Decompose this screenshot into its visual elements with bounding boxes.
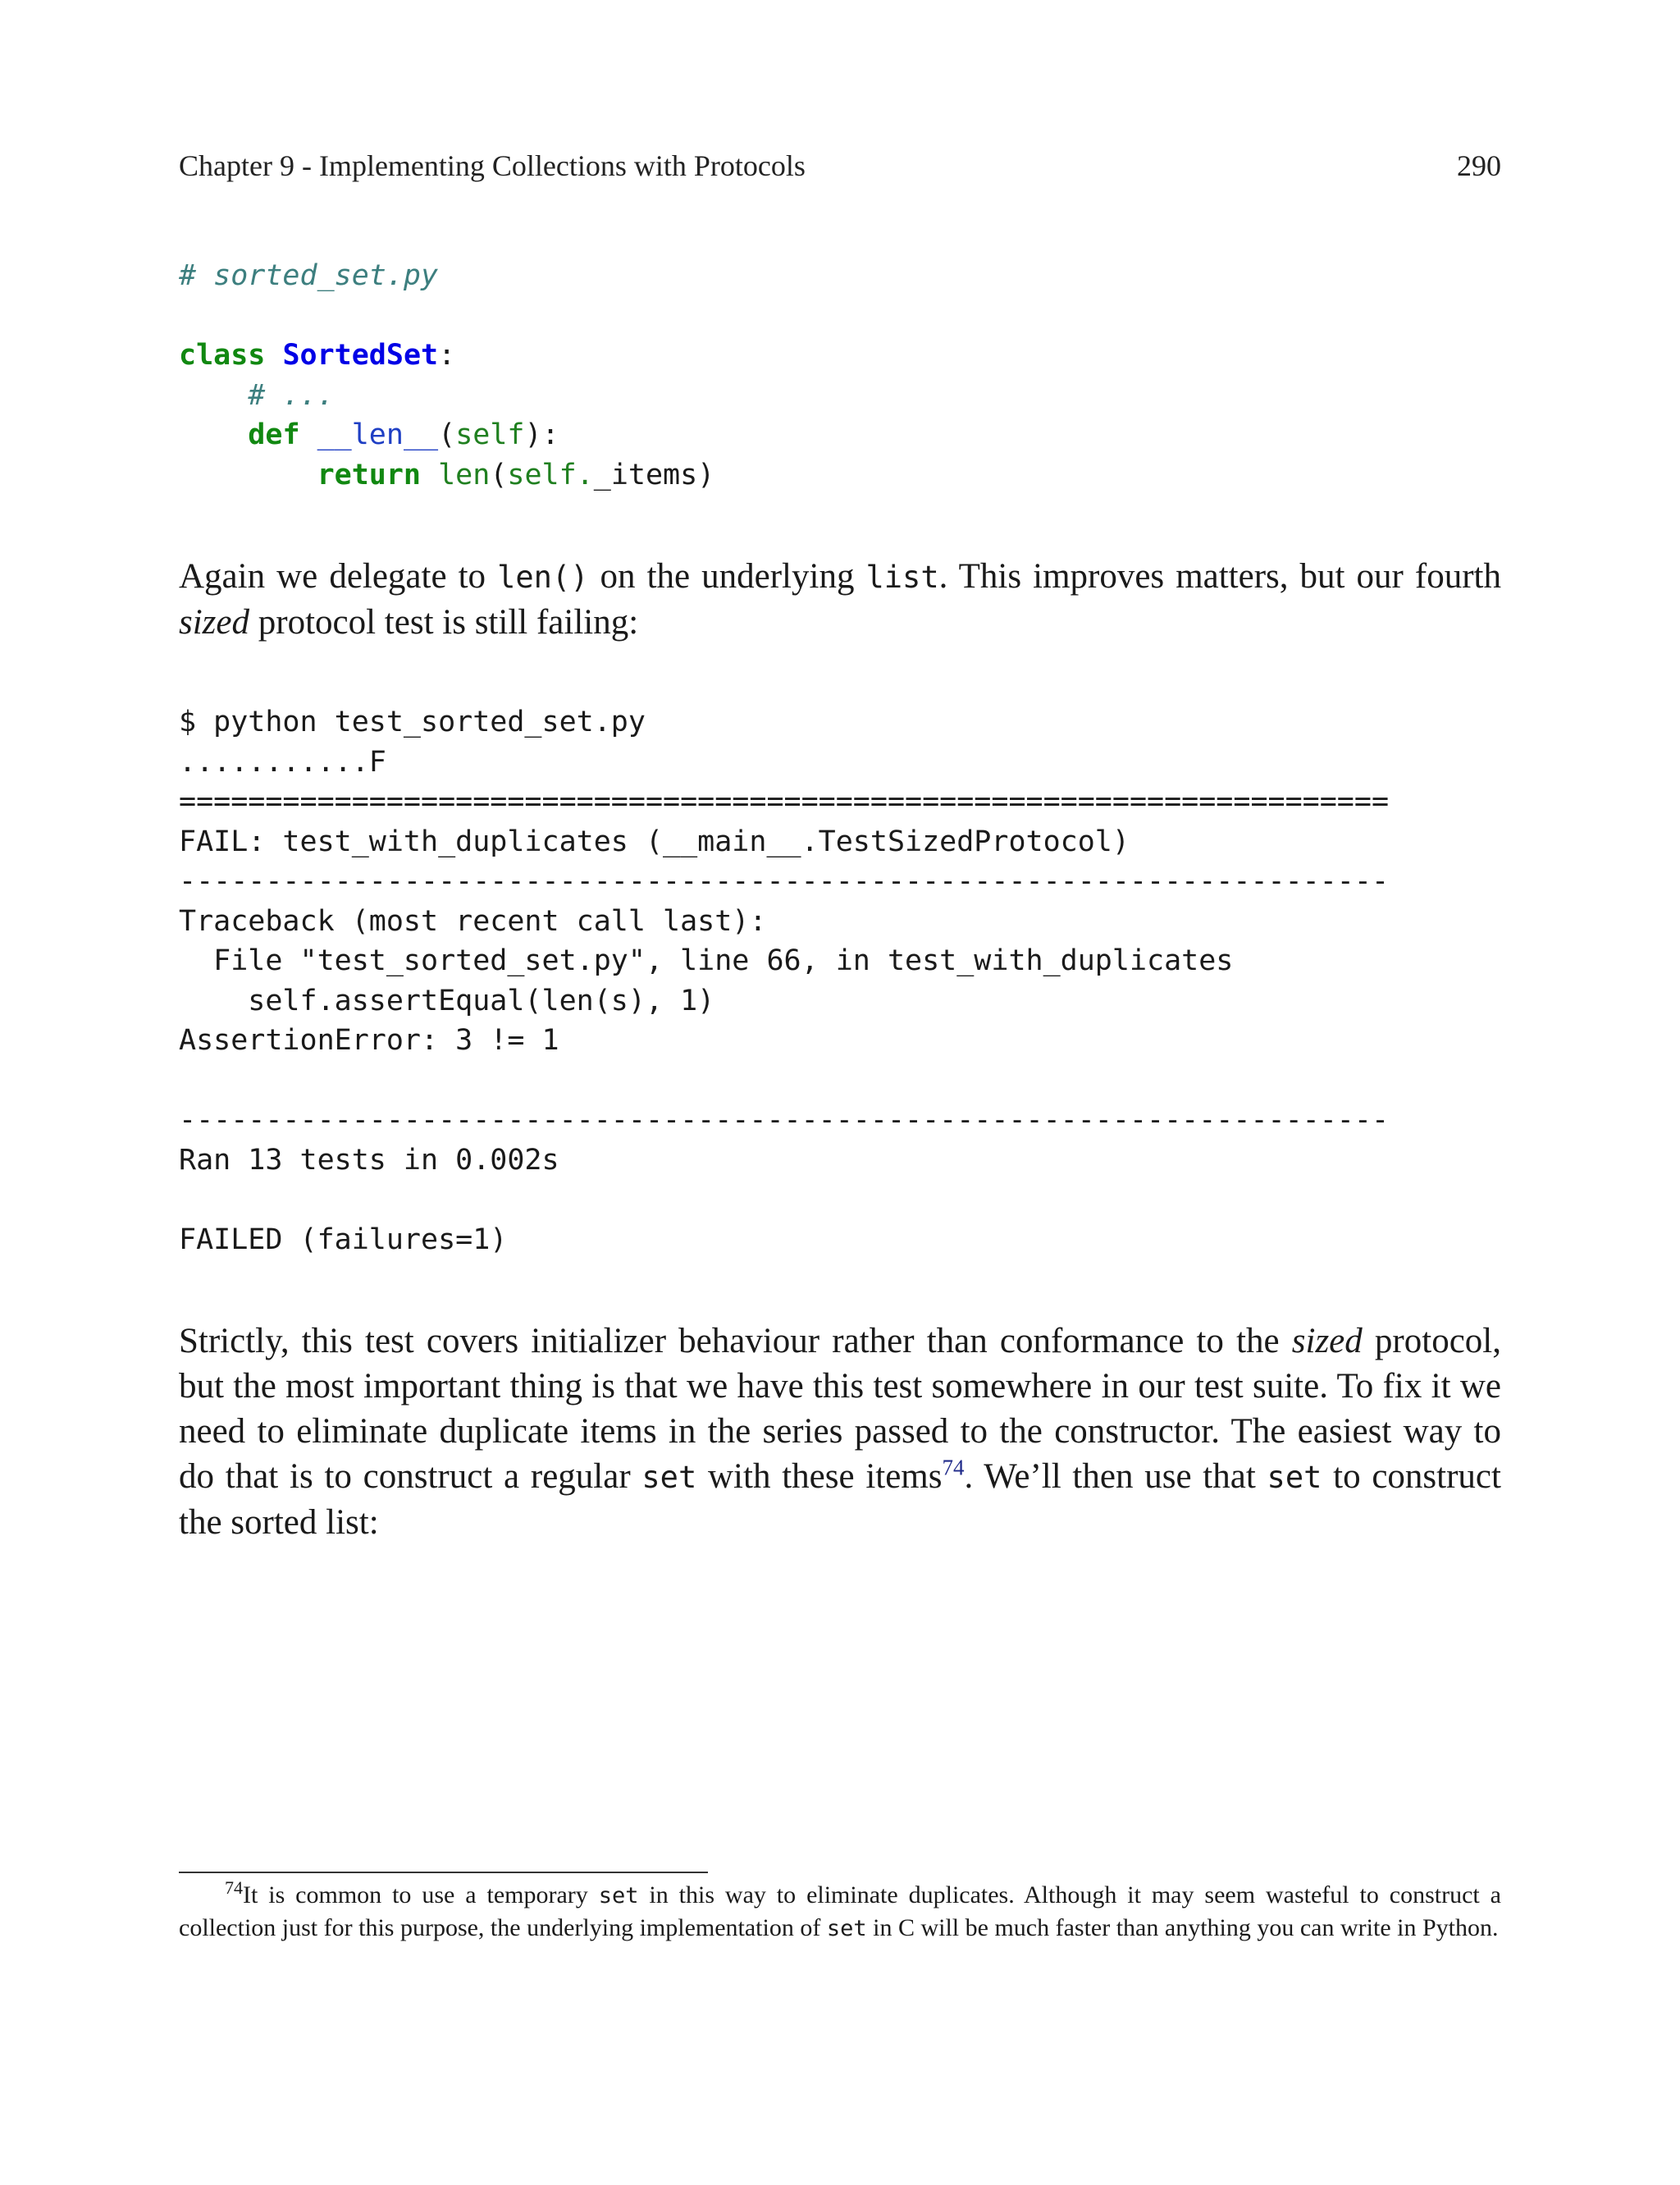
code-builtin-len: len — [438, 458, 491, 491]
text-run: protocol test is still failing: — [249, 603, 639, 642]
inline-code-len: len() — [497, 560, 589, 595]
text-run: Strictly, this test covers initializer behaviour rather than conformance to the — [179, 1322, 1292, 1360]
text-run: . We’ll then use that — [964, 1457, 1267, 1496]
footnote-74 — [179, 1879, 1501, 1945]
page-number: 290 — [1457, 149, 1501, 182]
footnote-divider — [179, 1872, 708, 1873]
code-comment-ellipsis: # ... — [248, 378, 335, 412]
code-class-name: SortedSet — [282, 339, 439, 372]
terminal-line: ---------------------------------------------------------------------- — [179, 865, 1390, 898]
code-punct: : — [438, 339, 456, 372]
inline-code-set: set — [641, 1460, 697, 1495]
code-keyword-return: return — [317, 458, 422, 491]
footnote-number: 74 — [225, 1877, 243, 1898]
terminal-line: Ran 13 tests in 0.002s — [179, 1143, 559, 1177]
inline-code-list: list — [865, 560, 939, 595]
terminal-line: FAILED (failures=1) — [179, 1223, 508, 1256]
code-punct: ): — [524, 418, 559, 451]
page-header — [179, 148, 1501, 184]
inline-code-set: set — [826, 1916, 867, 1941]
emphasis-sized: sized — [179, 603, 249, 642]
chapter-title: Chapter 9 - Implementing Collections with Protocols — [179, 149, 806, 182]
inline-code-set: set — [598, 1883, 639, 1908]
code-punct: ( — [490, 458, 508, 491]
text-run: in C will be much faster than anything you can write in Python. — [866, 1914, 1499, 1941]
terminal-line: ====================================================================== — [179, 785, 1390, 818]
code-comment: # sorted_set.py — [179, 259, 439, 292]
terminal-line: File "test_sorted_set.py", line 66, in test_with_duplicates — [179, 944, 1234, 977]
terminal-output-block — [179, 702, 1389, 1259]
text-run: in this way to eliminate duplicates. Although it may seem wasteful to construct a collection just for this purpose, the underlying implementation of — [179, 1881, 1501, 1941]
text-run: with these items — [696, 1457, 943, 1496]
emphasis-sized: sized — [1291, 1322, 1363, 1360]
text-run: protocol, but the most important thing is that we have this test somewhere in our test suite. To fix it we need to eliminate duplicate items in the series passed to the constructor. The easiest way to do that is to construct a regular — [179, 1322, 1501, 1496]
text-run: It is common to use a temporary — [243, 1881, 599, 1908]
terminal-line: Traceback (most recent call last): — [179, 904, 767, 938]
code-keyword-def: def — [248, 418, 300, 451]
text-run: . This improves matters, but our fourth — [938, 557, 1501, 596]
terminal-line: FAIL: test_with_duplicates (__main__.TestSizedProtocol) — [179, 825, 1130, 858]
paragraph-initializer-behaviour — [179, 1319, 1501, 1545]
text-run: Again we delegate to — [179, 557, 498, 596]
text-run: on the underlying — [588, 557, 866, 596]
code-keyword-class: class — [179, 339, 266, 372]
inline-code-set: set — [1267, 1460, 1322, 1495]
text-run: to construct the sorted list: — [179, 1457, 1501, 1542]
code-punct: ( — [438, 418, 456, 451]
terminal-line: $ python test_sorted_set.py — [179, 706, 646, 738]
terminal-line: AssertionError: 3 != 1 — [179, 1024, 559, 1057]
footnote-reference-link[interactable]: 74 — [942, 1455, 965, 1480]
code-self-ref: self. — [507, 458, 594, 491]
code-method-name: __len__ — [317, 418, 439, 451]
paragraph-delegate-len — [179, 554, 1501, 645]
code-attribute: _items) — [593, 458, 715, 491]
code-block-sorted-set — [179, 256, 714, 495]
code-self-param: self — [455, 418, 525, 451]
terminal-line: self.assertEqual(len(s), 1) — [179, 984, 715, 1017]
terminal-line: ---------------------------------------------------------------------- — [179, 1104, 1390, 1136]
terminal-line: ...........F — [179, 745, 386, 779]
